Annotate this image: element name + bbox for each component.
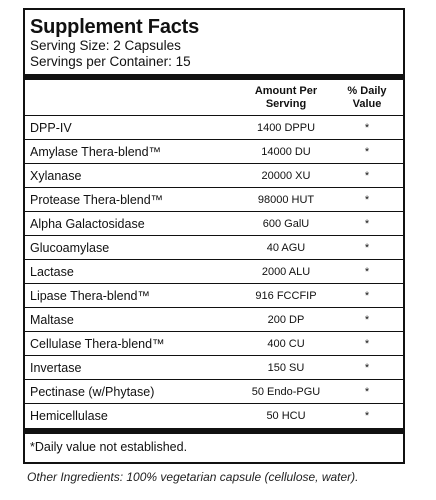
table-row	[25, 164, 403, 188]
ingredient-daily-value: *	[364, 121, 370, 134]
ingredient-daily-value: *	[364, 193, 370, 206]
table-row	[25, 212, 403, 236]
table-row	[25, 284, 403, 308]
servings-per-container: Servings per Container: 15	[30, 54, 191, 69]
serving-size: Serving Size: 2 Capsules	[30, 38, 181, 53]
ingredient-amount: 1400 DPPU	[256, 121, 316, 134]
table-row	[25, 380, 403, 404]
ingredient-amount: 40 AGU	[266, 241, 306, 254]
ingredient-amount: 150 SU	[267, 361, 305, 374]
other-ingredients: Other Ingredients: 100% vegetarian capsule (cellulose, water).	[27, 470, 359, 484]
ingredient-daily-value: *	[364, 313, 370, 326]
ingredient-amount: 20000 XU	[261, 169, 311, 182]
ingredient-name: Pectinase (w/Phytase)	[30, 384, 155, 399]
table-header	[25, 80, 403, 116]
table-row	[25, 188, 403, 212]
supplement-facts-panel	[23, 8, 405, 464]
ingredient-name: Hemicellulase	[30, 409, 108, 423]
header-dv-line1: % Daily	[347, 84, 387, 97]
ingredient-rows	[30, 116, 398, 428]
ingredient-amount: 98000 HUT	[257, 193, 315, 206]
table-row	[25, 404, 403, 428]
ingredient-daily-value: *	[364, 289, 370, 302]
ingredient-amount: 50 HCU	[266, 410, 306, 422]
ingredient-amount: 50 Endo-PGU	[251, 385, 321, 398]
thick-divider-bottom	[25, 428, 403, 434]
table-row	[25, 140, 403, 164]
ingredient-name: Xylanase	[30, 168, 82, 183]
ingredient-name: Lactase	[30, 264, 74, 279]
ingredient-daily-value: *	[364, 385, 370, 398]
ingredient-amount: 200 DP	[267, 313, 305, 326]
table-row	[25, 332, 403, 356]
table-row	[25, 260, 403, 284]
ingredient-daily-value: *	[364, 145, 370, 158]
ingredient-name: Invertase	[30, 360, 82, 375]
ingredient-name: Alpha Galactosidase	[30, 216, 145, 231]
header-amount-per-serving	[236, 85, 336, 111]
ingredient-name: Glucoamylase	[30, 240, 110, 255]
ingredient-amount: 2000 ALU	[261, 265, 311, 278]
ingredient-daily-value: *	[364, 361, 370, 374]
ingredient-amount: 600 GalU	[262, 217, 310, 230]
table-row	[25, 356, 403, 380]
ingredient-daily-value: *	[364, 241, 370, 254]
daily-value-footnote: *Daily value not established.	[30, 440, 188, 454]
ingredient-name: Cellulase Thera-blend™	[30, 336, 165, 351]
ingredient-daily-value: *	[364, 217, 370, 230]
ingredient-name: DPP-IV	[30, 120, 72, 135]
ingredient-amount: 916 FCCFIP	[255, 289, 317, 302]
ingredient-amount: 14000 DU	[261, 145, 311, 158]
header-daily-value	[336, 85, 398, 111]
ingredient-name: Protease Thera-blend™	[30, 192, 164, 207]
ingredient-amount: 400 CU	[267, 337, 305, 350]
table-row	[25, 236, 403, 260]
header-dv-line2: Value	[352, 97, 382, 110]
ingredient-daily-value: *	[364, 410, 370, 422]
header-amount-line1: Amount Per	[254, 84, 318, 97]
ingredient-name: Amylase Thera-blend™	[30, 144, 162, 159]
ingredient-daily-value: *	[364, 265, 370, 278]
panel-title: Supplement Facts	[30, 16, 200, 38]
table-row	[25, 116, 403, 140]
ingredient-daily-value: *	[364, 337, 370, 350]
header-amount-line2: Serving	[265, 97, 307, 110]
ingredient-daily-value: *	[364, 169, 370, 182]
ingredient-name: Lipase Thera-blend™	[30, 288, 150, 303]
ingredient-name: Maltase	[30, 312, 74, 327]
table-row	[25, 308, 403, 332]
